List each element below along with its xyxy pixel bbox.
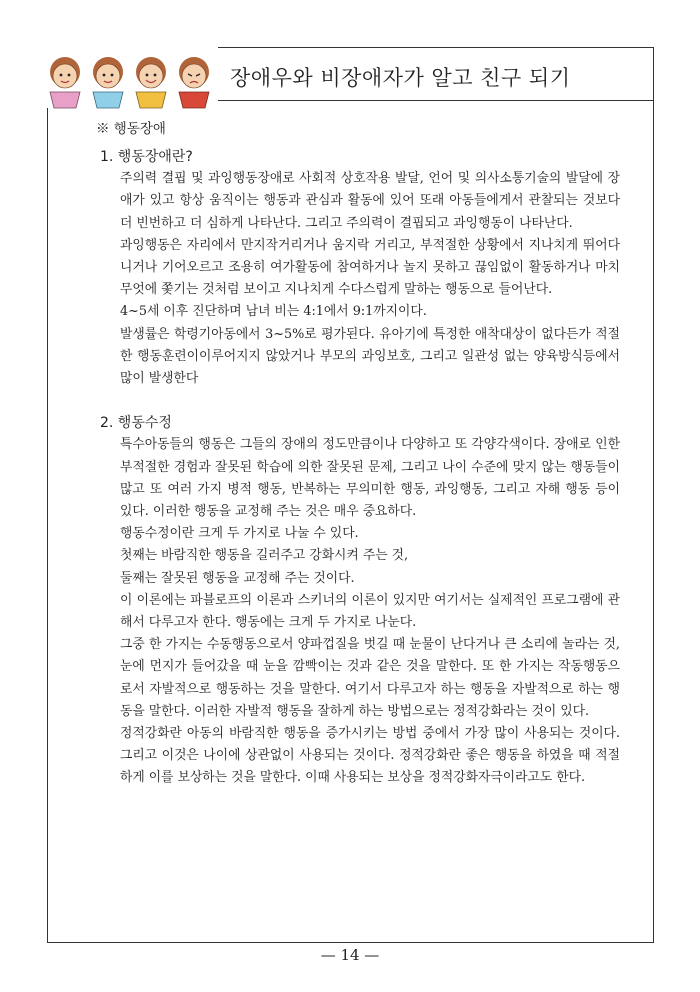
paragraph: 첫째는 바람직한 행동을 길러주고 강화시켜 주는 것, [120,548,409,564]
paragraph: 그중 한 가지는 수동행동으로서 양파껍질을 벗길 때 눈물이 난다거나 큰 소리에 놀라는 것, 눈에 먼지가 들어갔을 때 눈을 깜빡이는 것과 같은 것을 말한다. 또 한 가지는 작동행동으로서 자발적으로 행동하는 것을 말한다. 여기서 다루고자 하는 행동을 자발적으로 하는 행동을 말한다. 이러한 자발적 행동을 잘하게 하는 방법으로는 정적강화라는 것이 있다. [120,637,620,719]
content-body [100,146,620,790]
paragraph: 정적강화란 아동의 바람직한 행동을 증가시키는 방법 중에서 가장 많이 사용되는 것이다. 그리고 이것은 나이에 상관없이 사용되는 것이다. 정적강화란 좋은 행동을 하였을 때 적절하게 이를 보상하는 것을 말한다. 이때 사용되는 보상을 정적강화자극이라고도 한다. [120,726,620,786]
paragraph: 발생률은 학령기아동에서 3~5%로 평가된다. 유아기에 특정한 애착대상이 없다든가 적절한 행동훈련이이루어지지 않았거나 부모의 과잉보호, 그리고 일관성 없는 양육방식등에서 많이 발생한다 [120,326,620,387]
paragraph: 4~5세 이후 진단하며 남녀 비는 4:1에서 9:1까지이다. [120,304,427,320]
child-1-figure [50,57,80,108]
children-illustration [44,48,216,110]
paragraph: 과잉행동은 자리에서 만지작거리거나 움지락 거리고, 부적절한 상황에서 지나치게 뛰어다니거나 기어오르고 조용히 여가활동에 참여하거나 놀지 못하고 끊임없이 활동하거나 마치 무엇에 쫓기는 것처럼 보이고 지나치게 수다스럽게 말하는 행동으로 들어난다. [120,237,620,298]
child-2-figure [93,57,123,108]
document-title: 장애우와 비장애자가 알고 친구 되기 [230,66,571,90]
paragraph: 주의력 결핍 및 과잉행동장애로 사회적 상호작용 발달, 언어 및 의사소통기술의 발달에 장애가 있고 항상 움직이는 행동과 관심과 활동에 있어 또래 아동들에게서 관찰되는 것보다 더 빈번하고 더 심하게 나타난다. 그리고 주의력이 결핍되고 과잉행동이 나타난다. [120,171,620,231]
child-4-figure [179,57,209,108]
child-3-figure [136,57,166,108]
paragraph: 특수아동들의 행동은 그들의 장애의 정도만큼이나 다양하고 또 각양각색이다. 장애로 인한 부적절한 경험과 잘못된 학습에 의한 잘못된 문제, 그리고 나이 수준에 맞지 않는 행동들이 많고 또 여러 가지 병적 행동, 반복하는 무의미한 행동, 과잉행동, 그리고 자해 행동 등이 있다. 이러한 행동을 교정해 주는 것은 매우 중요하다. [120,437,620,520]
section-heading-1: 1. 행동장애란? [100,149,193,165]
section-note: ※ 행동장애 [96,121,166,137]
page-number: — 14 — [320,946,380,964]
section-heading-2: 2. 행동수정 [100,415,172,432]
paragraph: 이 이론에는 파블로프의 이론과 스키너의 이론이 있지만 여기서는 실제적인 프로그램에 관해서 다루고자 한다. 행동에는 크게 두 가지로 나눈다. [120,592,620,631]
paragraph: 둘째는 잘못된 행동을 교정해 주는 것이다. [120,570,355,586]
section-spacer [100,390,620,412]
paragraph: 행동수정이란 크게 두 가지로 나눌 수 있다. [120,526,359,542]
